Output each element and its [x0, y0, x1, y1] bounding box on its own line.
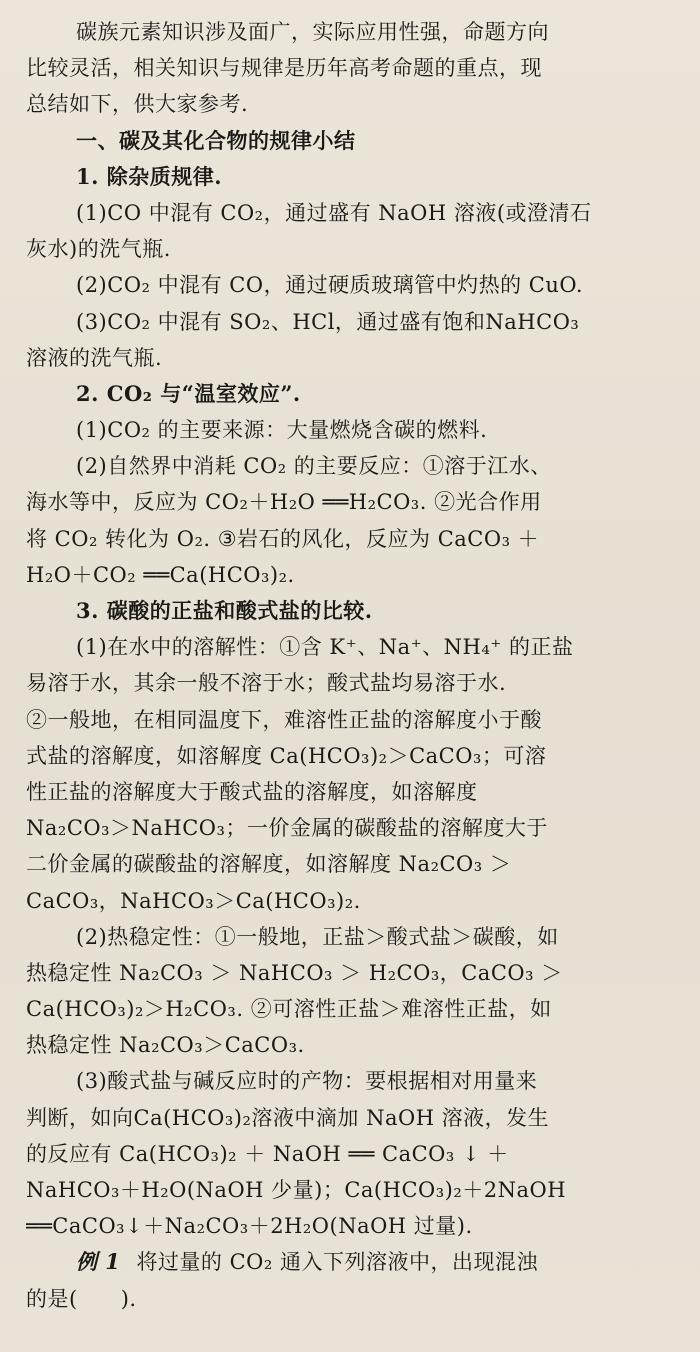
text-line: 1. 除杂质规律.: [76, 163, 223, 189]
text-line: (1)CO 中混有 CO₂，通过盛有 NaOH 溶液(或澄清石: [76, 200, 592, 225]
text-column: [26, 14, 676, 1317]
text-line: (2)热稳定性：①一般地，正盐＞酸式盐＞碳酸，如: [76, 924, 559, 949]
text-line: (3)酸式盐与碱反应时的产物：要根据相对用量来: [76, 1069, 538, 1094]
paragraph-lines: [26, 14, 676, 1244]
text-line: 灰水)的洗气瓶.: [26, 237, 171, 262]
text-line: 一、碳及其化合物的规律小结: [76, 127, 356, 153]
text-line: ══CaCO₃↓＋Na₂CO₃＋2H₂O(NaOH 过量).: [26, 1214, 473, 1239]
text-line: 3. 碳酸的正盐和酸式盐的比较.: [76, 598, 373, 623]
text-line: 热稳定性 Na₂CO₃＞CaCO₃.: [26, 1033, 305, 1058]
text-line: (2)CO₂ 中混有 CO，通过硬质玻璃管中灼热的 CuO.: [76, 273, 584, 298]
text-line: NaHCO₃＋H₂O(NaOH 少量)；Ca(HCO₃)₂＋2NaOH: [26, 1178, 567, 1202]
text-line: H₂O＋CO₂ ══Ca(HCO₃)₂.: [26, 562, 295, 587]
text-line: (1)CO₂ 的主要来源：大量燃烧含碳的燃料.: [76, 418, 488, 443]
text-line: 碳族元素知识涉及面广，实际应用性强，命题方向: [76, 20, 549, 44]
text-line: 热稳定性 Na₂CO₃ ＞ NaHCO₃ ＞ H₂CO₃，CaCO₃ ＞: [26, 960, 563, 985]
text-line: 判断，如向Ca(HCO₃)₂溶液中滴加 NaOH 溶液，发生: [26, 1105, 550, 1130]
example-label: 例 1: [76, 1249, 121, 1275]
text-line: 的反应有 Ca(HCO₃)₂ ＋ NaOH ══ CaCO₃ ↓ ＋: [26, 1141, 509, 1166]
text-line: CaCO₃，NaHCO₃＞Ca(HCO₃)₂.: [26, 888, 361, 913]
text-line: (1)在水中的溶解性：①含 K⁺、Na⁺、NH₄⁺ 的正盐: [76, 635, 574, 660]
text-line: ②一般地，在相同温度下，难溶性正盐的溶解度小于酸: [26, 707, 542, 732]
example-continuation: 的是( ).: [26, 1286, 137, 1311]
text-line: 二价金属的碳酸盐的溶解度，如溶解度 Na₂CO₃ ＞: [26, 852, 512, 877]
text-line: (3)CO₂ 中混有 SO₂、HCl，通过盛有饱和NaHCO₃: [76, 309, 580, 334]
text-line: 易溶于水，其余一般不溶于水；酸式盐均易溶于水.: [26, 671, 507, 696]
text-line: 总结如下，供大家参考.: [26, 92, 249, 117]
text-line: 将 CO₂ 转化为 O₂. ③岩石的风化，反应为 CaCO₃ ＋: [26, 526, 540, 551]
example-question: 将过量的 CO₂ 通入下列溶液中，出现混浊: [136, 1250, 538, 1275]
text-line: 溶液的洗气瓶.: [26, 345, 163, 370]
text-line: Na₂CO₃＞NaHCO₃；一价金属的碳酸盐的溶解度大于: [26, 816, 548, 841]
text-line: (2)自然界中消耗 CO₂ 的主要反应：①溶于江水、: [76, 454, 552, 479]
text-line: 比较灵活，相关知识与规律是历年高考命题的重点，现: [26, 56, 542, 81]
text-line: 海水等中，反应为 CO₂＋H₂O ══H₂CO₃. ②光合作用: [26, 490, 542, 515]
text-line: 式盐的溶解度，如溶解度 Ca(HCO₃)₂＞CaCO₃；可溶: [26, 743, 547, 768]
text-line: 性正盐的溶解度大于酸式盐的溶解度，如溶解度: [26, 779, 478, 804]
text-line: 2. CO₂ 与“温室效应”.: [76, 380, 301, 406]
text-line: Ca(HCO₃)₂＞H₂CO₃. ②可溶性正盐＞难溶性正盐，如: [26, 997, 552, 1022]
example-line: [26, 1244, 676, 1280]
